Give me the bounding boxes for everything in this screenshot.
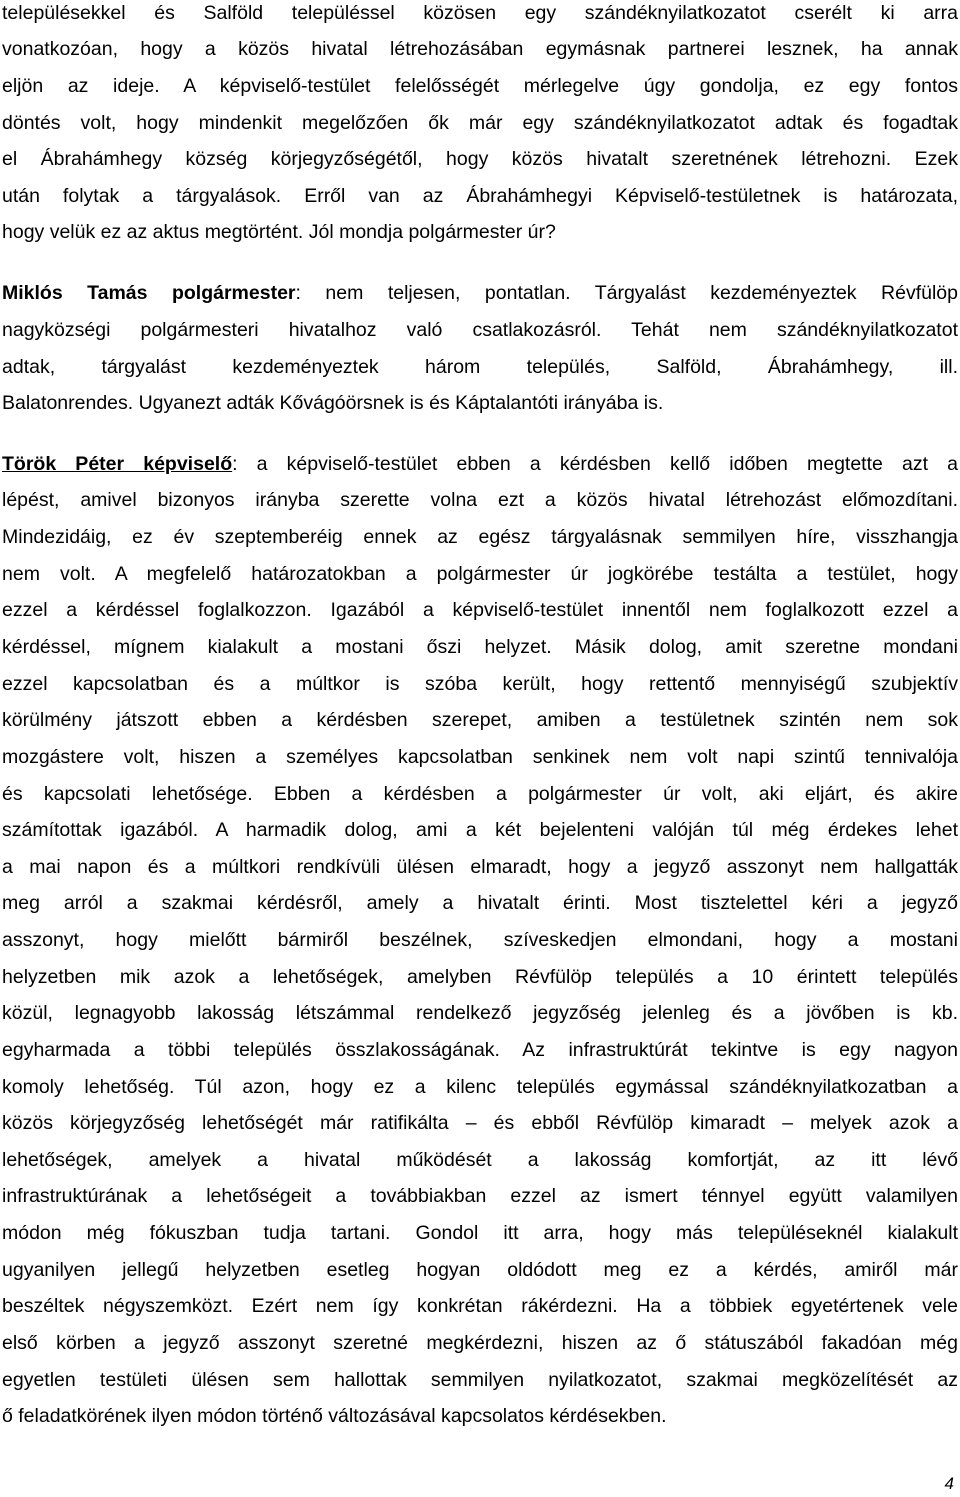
- text-line: el Ábrahámhegy község körjegyzőségétől, hogy közös hivatalt szeretnének létrehozni. Ezek: [2, 148, 958, 170]
- text-line: közül, legnagyobb lakosság létszámmal rendelkező jegyzőség jelenleg és a jövőben is kb.: [2, 1002, 958, 1024]
- text-line: és kapcsolati lehetősége. Ebben a kérdésben a polgármester úr volt, aki eljárt, és akire: [2, 783, 958, 805]
- page-number: 4: [944, 1474, 954, 1493]
- text-line: kérdéssel, mígnem kialakult a mostani őszi helyzet. Másik dolog, amit szeretne mondani: [2, 636, 958, 658]
- text-line: a mai napon és a múltkori rendkívüli ülésen elmaradt, hogy a jegyző asszonyt nem hallgatták: [2, 856, 958, 878]
- text-line: adtak, tárgyalást kezdeményeztek három település, Salföld, Ábrahámhegy, ill.: [2, 356, 958, 378]
- text-line: nagyközségi polgármesteri hivatalhoz való csatlakozásról. Tehát nem szándéknyilatkozatot: [2, 319, 958, 341]
- text-line: számítottak igazából. A harmadik dolog, ami a két bejelenteni valóján túl még érdekes lehet: [2, 819, 958, 841]
- text-line: infrastruktúrának a lehetőségeit a továbbiakban ezzel az ismert ténnyel együtt valamilyen: [2, 1185, 958, 1207]
- text-line: hogy velük ez az aktus megtörtént. Jól mondja polgármester úr?: [2, 221, 556, 243]
- text-line: lehetőségek, amelyek a hivatal működését a lakosság komfortját, az itt lévő: [2, 1149, 958, 1171]
- text-line: ezzel kapcsolatban és a múltkor is szóba került, hogy rettentő mennyiségű szubjektív: [2, 673, 958, 695]
- text-line: asszonyt, hogy mielőtt bármiről beszélnek, szíveskedjen elmondani, hogy a mostani: [2, 929, 958, 951]
- text-line: egyharmada a többi település összlakosságának. Az infrastruktúrát tekintve is egy nagyon: [2, 1039, 958, 1061]
- text-line: [2, 452, 958, 476]
- text-line: lépést, amivel bizonyos irányba szerette volna ezt a közös hivatal létrehozást előmozdítani.: [2, 489, 958, 511]
- text-line: döntés volt, hogy mindenkit megelőzően ők már egy szándéknyilatkozatot adtak és fogadtak: [2, 112, 958, 134]
- text-line: után folytak a tárgyalások. Erről van az Ábrahámhegyi Képviselő-testületnek is határozata,: [2, 185, 958, 207]
- text-line: vonatkozóan, hogy a közös hivatal létrehozásában egymásnak partnerei lesznek, ha annak: [2, 38, 958, 60]
- speaker-name: Török Péter képviselő: [2, 453, 233, 475]
- text-line: beszéltek négyszemközt. Ezért nem így konkrétan rákérdezni. Ha a többiek egyetértenek vele: [2, 1295, 958, 1317]
- text-line: mozgástere volt, hiszen a személyes kapcsolatban senkinek nem volt napi szintű tennivalója: [2, 746, 958, 768]
- text-line: eljön az ideje. A képviselő-testület felelősségét mérlegelve úgy gondolja, ez egy fontos: [2, 75, 958, 97]
- text-line: közös körjegyzőség lehetőségét már ratifikálta – és ebből Révfülöp kimaradt – melyek azok a: [2, 1112, 958, 1134]
- text-line: módon még fókuszban tudja tartani. Gondol itt arra, hogy más településeknél kialakult: [2, 1222, 958, 1244]
- text-line: [2, 281, 958, 305]
- text-line: körülmény játszott ebben a kérdésben szerepet, amiben a testületnek szintén nem sok: [2, 709, 958, 731]
- text-span: : nem teljesen, pontatlan. Tárgyalást kezdeményeztek Révfülöp: [295, 282, 958, 304]
- text-line: nem volt. A megfelelő határozatokban a polgármester úr jogkörébe testálta a testület, hogy: [2, 563, 958, 585]
- text-line: ugyanilyen jellegű helyzetben esetleg hogyan oldódott meg ez a kérdés, amiről már: [2, 1259, 958, 1281]
- text-line: ő feladatkörének ilyen módon történő változásával kapcsolatos kérdésekben.: [2, 1405, 667, 1427]
- text-line: Balatonrendes. Ugyanezt adták Kővágóörsnek is és Káptalantóti irányába is.: [2, 392, 664, 414]
- speaker-name: Miklós Tamás polgármester: [2, 282, 296, 304]
- text-line: helyzetben mik azok a lehetőségek, amelyben Révfülöp település a 10 érintett település: [2, 966, 958, 988]
- text-line: egyetlen testületi ülésen sem hallottak semmilyen nyilatkozatot, szakmai megközelítését az: [2, 1369, 958, 1391]
- text-line: Mindezidáig, ez év szeptemberéig ennek az egész tárgyalásnak semmilyen híre, visszhangja: [2, 526, 958, 548]
- text-line: komoly lehetőség. Túl azon, hogy ez a kilenc település egymással szándéknyilatkozatban a: [2, 1076, 958, 1098]
- text-line: meg arról a szakmai kérdésről, amely a hivatalt érinti. Most tisztelettel kéri a jegyző: [2, 892, 958, 914]
- text-line: ezzel a kérdéssel foglalkozzon. Igazából a képviselő-testület innentől nem foglalkozott ezzel a: [2, 599, 958, 621]
- text-line: településekkel és Salföld településsel közösen egy szándéknyilatkozatot cserélt ki arra: [2, 2, 958, 24]
- text-span: : a képviselő-testület ebben a kérdésben kellő időben megtette azt a: [232, 453, 958, 475]
- text-line: első körben a jegyző asszonyt szeretné megkérdezni, hiszen az ő státuszából fakadóan még: [2, 1332, 958, 1354]
